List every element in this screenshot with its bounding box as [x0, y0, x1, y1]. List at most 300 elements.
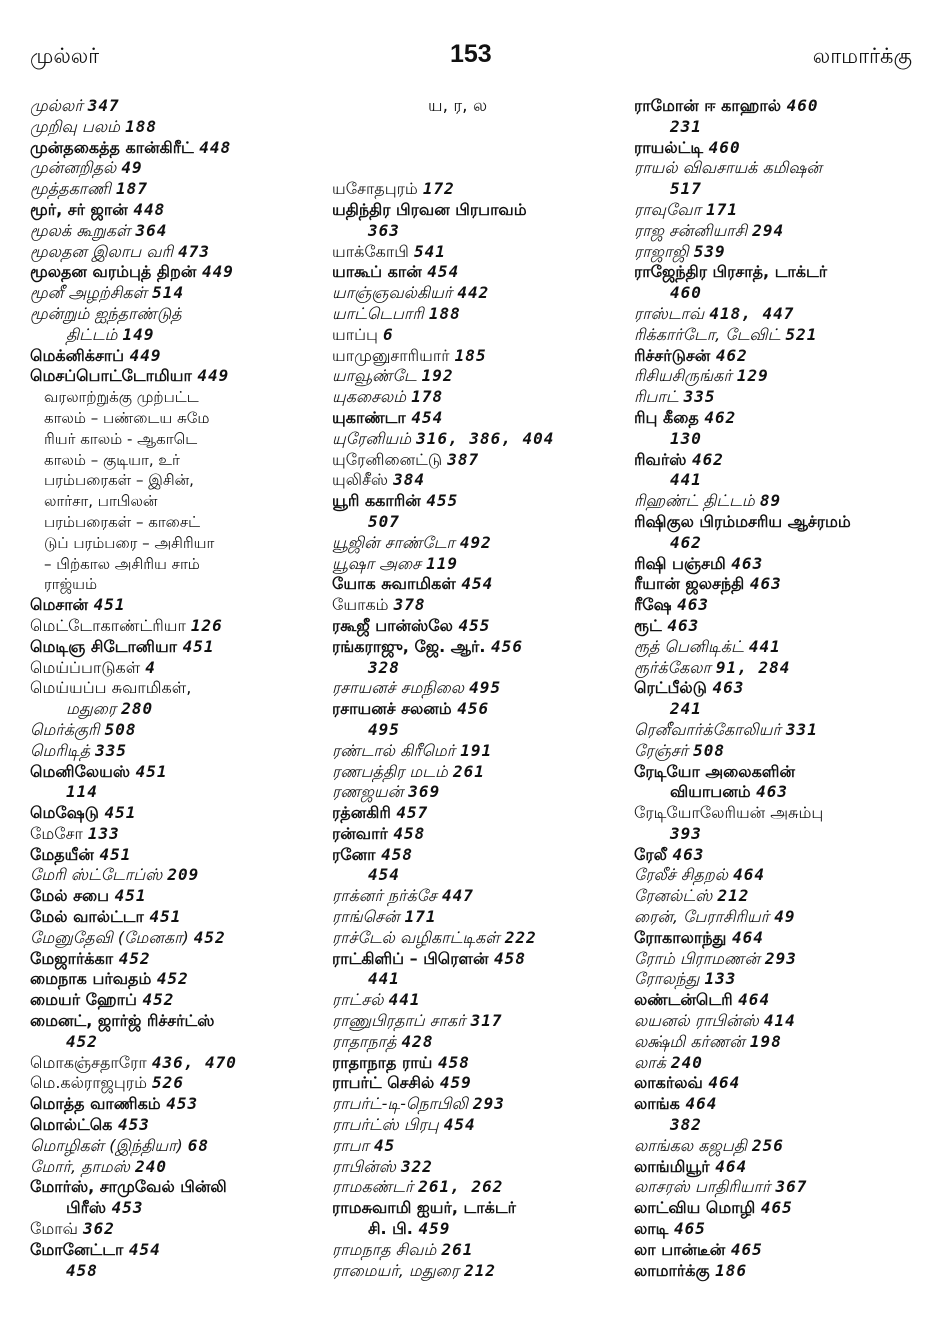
entry-term: ராக்னர் நர்க்சே	[332, 886, 437, 906]
index-entry	[634, 387, 934, 408]
index-entry	[30, 283, 330, 304]
entry-term: மூத்தகாணி	[30, 179, 111, 199]
entry-term: லாங்மியூர்	[634, 1156, 710, 1176]
entry-page-ref: 464	[738, 990, 771, 1010]
entry-page-ref: 6	[382, 324, 394, 344]
entry-page-ref: 451	[114, 886, 147, 906]
entry-page-ref: 240	[135, 1156, 167, 1176]
index-entry	[634, 1219, 934, 1240]
index-entry	[332, 221, 632, 242]
index-entry	[332, 1261, 632, 1282]
entry-term: ரீயான் ஜலசந்தி	[634, 574, 745, 594]
entry-term: லக்ஷ்மி கர்ணன்	[634, 1031, 745, 1051]
index-entry	[332, 595, 632, 616]
entry-term: லாசரஸ் பாதிரியார்	[634, 1177, 771, 1197]
entry-term: மூலதன இலாப வரி	[30, 241, 174, 261]
entry-page-ref: 89	[759, 491, 782, 511]
entry-term: யுகசைலம்	[332, 387, 407, 407]
entry-page-ref: 495	[368, 719, 400, 739]
index-entry	[30, 637, 330, 658]
index-entry	[30, 720, 330, 741]
entry-term: மெக்னிக்சாப்	[30, 345, 125, 365]
index-entry	[634, 845, 934, 866]
index-entry	[30, 658, 330, 679]
entry-page-ref: 454	[443, 1115, 476, 1135]
entry-term: மேரி ஸ்ட்டோப்ஸ்	[30, 865, 163, 885]
entry-page-ref: 464	[733, 865, 765, 885]
entry-term: ரோகாலாந்து	[634, 927, 727, 947]
index-entry	[634, 346, 934, 367]
entry-term: ய, ர, ல	[428, 96, 488, 116]
entry-term: ராபின்ஸ்	[332, 1156, 396, 1176]
entry-page-ref: 539	[693, 241, 726, 261]
entry-page-ref: 428	[401, 1031, 434, 1051]
index-entry	[634, 1261, 934, 1282]
entry-term: காலம் – பண்டைய சுமே	[44, 408, 210, 427]
index-entry	[332, 1157, 632, 1178]
index-entry	[332, 533, 632, 554]
entry-term: பிரீஸ்	[66, 1198, 107, 1218]
index-entry	[30, 262, 330, 283]
index-entry	[332, 886, 632, 907]
index-entry	[332, 699, 632, 720]
entry-term: ராட்சல்	[332, 990, 384, 1010]
entry-page-ref: 463	[677, 595, 710, 615]
entry-term: பரம்பரைகள் – காசைட்	[44, 512, 201, 531]
index-entry	[30, 865, 330, 886]
entry-term: ராஜாஜி	[634, 241, 689, 261]
entry-term: ரூத் பெனிடிக்ட்	[634, 636, 744, 656]
entry-page-ref: 231	[670, 116, 702, 136]
entry-term: ராபர்ட்ஸ் பிரபு	[332, 1115, 439, 1135]
section-heading	[332, 96, 632, 117]
entry-page-ref: 458	[393, 823, 426, 843]
entry-term: மோர், தாமஸ்	[30, 1156, 130, 1176]
entry-page-ref: 91, 284	[715, 657, 791, 677]
index-entry	[332, 928, 632, 949]
entry-term: ரன்வார்	[332, 823, 388, 843]
index-entry	[30, 1032, 330, 1053]
entry-term: மெரிடித்	[30, 740, 90, 760]
index-entry	[30, 907, 330, 928]
entry-page-ref: 378	[393, 595, 426, 615]
entry-page-ref: 463	[672, 844, 705, 864]
entry-term: லயனல் ராபின்ஸ்	[634, 1011, 759, 1031]
index-entry	[30, 325, 330, 346]
index-entry	[634, 990, 934, 1011]
index-entry	[332, 1115, 632, 1136]
entry-page-ref: 133	[704, 969, 737, 989]
entry-page-ref: 458	[66, 1260, 98, 1280]
index-entry	[30, 699, 330, 720]
index-entry	[332, 782, 632, 803]
index-entry	[332, 200, 632, 221]
index-entry	[30, 179, 330, 200]
entry-term: முன்தகைத்த கான்கிரீட்	[30, 137, 194, 157]
entry-term: மொத்த வாணிகம்	[30, 1094, 161, 1114]
index-entry	[634, 366, 934, 387]
index-entry	[634, 450, 934, 471]
index-entry	[332, 262, 632, 283]
index-entry	[634, 470, 934, 491]
entry-page-ref: 462	[715, 345, 748, 365]
entry-page-ref: 448	[199, 137, 232, 157]
index-entry	[30, 886, 330, 907]
entry-term: மெசப்பொட்டோமியா	[30, 366, 192, 386]
entry-page-ref: 68	[187, 1135, 210, 1155]
entry-page-ref: 462	[670, 532, 702, 552]
entry-term: ராச்டேல் வழிகாட்டிகள்	[332, 927, 500, 947]
entry-term: ராவுவோ	[634, 199, 701, 219]
entry-page-ref: 451	[99, 844, 132, 864]
entry-term: மைனட், ஜார்ஜ் ரிச்சர்ட்ஸ்	[30, 1011, 215, 1031]
index-entry	[332, 637, 632, 658]
index-entry	[332, 803, 632, 824]
entry-page-ref: 387	[447, 449, 480, 469]
entry-term: மெஷேடு	[30, 803, 99, 823]
entry-page-ref: 331	[785, 719, 818, 739]
index-entry	[30, 741, 330, 762]
index-entry	[634, 741, 934, 762]
entry-page-ref: 465	[673, 1219, 706, 1239]
index-entry	[634, 824, 934, 845]
index-entry	[634, 1198, 934, 1219]
index-entry	[634, 1157, 934, 1178]
entry-term: ரூர்க்கேலா	[634, 657, 711, 677]
page-header	[30, 40, 912, 78]
entry-term: ரணபத்திர மடம்	[332, 761, 448, 781]
spacer	[332, 138, 632, 159]
entry-page-ref: 240	[670, 1052, 703, 1072]
entry-term: திட்டம்	[66, 324, 118, 344]
entry-term: மெர்க்குரி	[30, 719, 100, 739]
index-entry	[332, 1198, 632, 1219]
index-entry	[30, 1157, 330, 1178]
index-entry	[30, 200, 330, 221]
entry-term: மேசோ	[30, 823, 83, 843]
entry-page-ref: 171	[706, 199, 738, 219]
index-entry	[634, 762, 934, 783]
index-entry	[332, 1053, 632, 1074]
index-entry	[634, 408, 934, 429]
entry-term: மூனீ அழற்சிகள்	[30, 283, 148, 303]
index-entry	[332, 491, 632, 512]
entry-term: ரேடியோலேரியன் அசும்பு	[634, 803, 824, 823]
index-entry	[332, 845, 632, 866]
entry-page-ref: 462	[704, 407, 737, 427]
index-entry	[332, 1240, 632, 1261]
index-entry	[332, 1032, 632, 1053]
entry-page-ref: 514	[152, 283, 185, 303]
index-entry	[30, 845, 330, 866]
entry-term: மேல் சபை	[30, 886, 109, 906]
entry-term: ராமநாத சிவம்	[332, 1239, 437, 1259]
entry-term: காலம் – குடியா, உர்	[44, 450, 180, 469]
entry-page-ref: 212	[717, 886, 750, 906]
entry-page-ref: 171	[404, 907, 437, 927]
entry-page-ref: 335	[683, 387, 716, 407]
index-entry	[30, 387, 330, 408]
index-entry	[332, 990, 632, 1011]
index-entry	[332, 762, 632, 783]
index-entry	[30, 1094, 330, 1115]
index-entry	[332, 366, 632, 387]
entry-term: மெ.கல்ராஜபுரம்	[30, 1073, 147, 1093]
entry-term: லாகர்லவ்	[634, 1073, 703, 1093]
index-entry	[30, 408, 330, 429]
running-head-left: முல்லர்	[30, 44, 100, 68]
entry-page-ref: 449	[129, 345, 162, 365]
entry-term: ரியர் காலம் - ஆகாடெ	[44, 429, 198, 448]
entry-page-ref: 541	[413, 241, 446, 261]
index-entry	[634, 1177, 934, 1198]
entry-term: ராஜேந்திர பிரசாத், டாக்டர்	[634, 262, 828, 282]
entry-page-ref: 453	[166, 1094, 199, 1114]
entry-term: ரிஹண்ட் திட்டம்	[634, 491, 755, 511]
entry-page-ref: 49	[774, 907, 796, 927]
index-entry	[30, 616, 330, 637]
index-entry	[332, 429, 632, 450]
entry-page-ref: 451	[104, 803, 137, 823]
entry-page-ref: 454	[427, 262, 460, 282]
entry-page-ref: 261	[453, 761, 485, 781]
index-entry	[634, 533, 934, 554]
entry-page-ref: 508	[693, 740, 726, 760]
entry-page-ref: 382	[670, 1115, 702, 1135]
entry-term: மூன்றும் ஐந்தாண்டுத்	[30, 303, 182, 323]
index-entry	[634, 1011, 934, 1032]
entry-page-ref: 441	[368, 969, 400, 989]
index-entry	[634, 949, 934, 970]
entry-term: மெனிலேயஸ்	[30, 761, 131, 781]
entry-term: மெய்யப்ப சுவாமிகள்,	[30, 678, 192, 698]
entry-term: யாக்கோபி	[332, 241, 409, 261]
entry-term: மூலக் கூறுகள்	[30, 220, 131, 240]
index-entry	[634, 242, 934, 263]
index-entry	[30, 450, 330, 471]
entry-page-ref: 452	[118, 948, 151, 968]
entry-page-ref: 452	[193, 927, 226, 947]
entry-term: ரசாயனச் சலனம்	[332, 699, 452, 719]
entry-term: மேல் வால்ட்டா	[30, 907, 144, 927]
index-entry	[30, 491, 330, 512]
entry-term: டுப் பரம்பரை – அசிரியா	[44, 533, 215, 552]
entry-page-ref: 328	[368, 657, 400, 677]
index-entry	[30, 158, 330, 179]
entry-term: ராபர்ட்-டி-நொபிலி	[332, 1094, 468, 1114]
entry-page-ref: 464	[708, 1073, 741, 1093]
entry-page-ref: 441	[670, 470, 702, 490]
entry-term: யுலிசீஸ்	[332, 470, 389, 490]
entry-term: யாஞ்ஞவல்கியர்	[332, 283, 453, 303]
entry-page-ref: 261, 262	[418, 1177, 504, 1197]
entry-page-ref: 453	[111, 1198, 144, 1218]
index-entry	[30, 824, 330, 845]
entry-page-ref: 451	[149, 907, 182, 927]
entry-page-ref: 317	[470, 1011, 503, 1031]
index-entry	[332, 283, 632, 304]
index-entry	[634, 1136, 934, 1157]
entry-page-ref: 463	[712, 678, 745, 698]
entry-term: மோனேட்டா	[30, 1239, 124, 1259]
index-entry	[332, 616, 632, 637]
index-entry	[30, 595, 330, 616]
entry-term: ரசாயனச் சமநிலை	[332, 678, 465, 698]
index-entry	[634, 179, 934, 200]
entry-page-ref: 459	[418, 1219, 451, 1239]
entry-term: ரீஷே	[634, 595, 672, 615]
entry-page-ref: 442	[457, 283, 490, 303]
entry-term: ரிஷி பஞ்சமி	[634, 553, 726, 573]
index-entry	[332, 1177, 632, 1198]
entry-term: யோகம்	[332, 595, 389, 615]
index-entry	[634, 1240, 934, 1261]
entry-term: ராயல்ட்டி	[634, 137, 704, 157]
entry-term: முன்னறிதல்	[30, 158, 117, 178]
index-entry	[30, 533, 330, 554]
index-entry	[332, 678, 632, 699]
entry-page-ref: 188	[125, 116, 157, 136]
index-entry	[634, 96, 934, 117]
entry-page-ref: 449	[201, 262, 234, 282]
entry-term: ரணஜயன்	[332, 782, 404, 802]
index-entry	[634, 928, 934, 949]
entry-term: ராமகண்டர்	[332, 1177, 414, 1197]
entry-page-ref: 451	[93, 595, 126, 615]
index-entry	[30, 803, 330, 824]
index-entry	[634, 637, 934, 658]
entry-term: யாகூப் கான்	[332, 262, 422, 282]
entry-term: யசோதபுரம்	[332, 179, 418, 199]
entry-page-ref: 222	[504, 927, 537, 947]
entry-page-ref: 455	[426, 491, 459, 511]
entry-term: லாங்கல கஜபதி	[634, 1135, 747, 1155]
index-entry	[30, 678, 330, 699]
entry-page-ref: 393	[670, 823, 702, 843]
entry-page-ref: 465	[760, 1198, 793, 1218]
index-entry	[634, 1073, 934, 1094]
entry-page-ref: 126	[190, 615, 223, 635]
index-entry	[634, 117, 934, 138]
entry-term: ரெனீவார்க்கோலியர்	[634, 719, 781, 739]
index-entry	[634, 512, 934, 533]
entry-page-ref: 149	[122, 324, 155, 344]
entry-page-ref: 456	[491, 636, 523, 656]
entry-page-ref: 130	[670, 428, 702, 448]
entry-page-ref: 507	[368, 511, 400, 531]
index-entry	[30, 1177, 330, 1198]
entry-page-ref: 198	[749, 1031, 782, 1051]
entry-term: ரிவர்ஸ்	[634, 449, 687, 469]
index-entry	[634, 595, 934, 616]
entry-page-ref: 241	[670, 699, 702, 719]
index-entry	[634, 554, 934, 575]
entry-page-ref: 261	[441, 1239, 474, 1259]
entry-page-ref: 454	[461, 574, 494, 594]
entry-term: ரேடியோ அலைகளின்	[634, 761, 796, 781]
entry-term: ராட்கிளிப் – பிரௌன்	[332, 948, 489, 968]
entry-page-ref: 45	[373, 1135, 396, 1155]
index-entry	[332, 907, 632, 928]
entry-term: ரிக்கார்டோ, டேவிட்	[634, 324, 781, 344]
index-entry	[30, 949, 330, 970]
entry-term: லாடி	[634, 1219, 669, 1239]
entry-term: முல்லர்	[30, 96, 83, 115]
entry-page-ref: 441	[388, 990, 421, 1010]
entry-term: மோவ்	[30, 1219, 78, 1239]
entry-term: ராஜ்யம்	[44, 575, 98, 594]
entry-page-ref: 459	[439, 1073, 472, 1093]
entry-page-ref: 185	[454, 345, 487, 365]
entry-term: ரேஞ்சர்	[634, 740, 689, 760]
entry-page-ref: 457	[396, 803, 429, 823]
entry-term: ரேனல்ட்ஸ்	[634, 886, 713, 906]
entry-term: மேதயீன்	[30, 844, 94, 864]
index-entry	[30, 470, 330, 491]
entry-page-ref: 186	[715, 1260, 748, 1280]
index-entry	[634, 200, 934, 221]
entry-page-ref: 458	[494, 948, 526, 968]
index-entry	[332, 741, 632, 762]
entry-term: மையர் ஹோப்	[30, 990, 137, 1010]
index-entry	[634, 678, 934, 699]
entry-term: ராமோன் ஈ காஹால்	[634, 96, 781, 115]
entry-term: யூஷா அசை	[332, 553, 421, 573]
entry-term: ரிச்சர்டுசன்	[634, 345, 711, 365]
entry-term: ரேலீ	[634, 844, 667, 864]
index-entry	[634, 1094, 934, 1115]
entry-term: யுகாண்டா	[332, 407, 406, 427]
index-entry	[30, 574, 330, 595]
index-entry	[634, 720, 934, 741]
index-entry	[30, 96, 330, 117]
entry-page-ref: 322	[401, 1156, 433, 1176]
index-entry	[332, 325, 632, 346]
index-entry	[634, 221, 934, 242]
index-entry	[634, 138, 934, 159]
index-entry	[30, 554, 330, 575]
entry-term: யூஜின் சாண்டோ	[332, 532, 455, 552]
index-entry	[30, 1198, 330, 1219]
entry-term: லண்டன்டெரி	[634, 990, 733, 1010]
entry-page-ref: 453	[117, 1115, 150, 1135]
index-entry	[30, 366, 330, 387]
spacer	[332, 117, 632, 138]
entry-page-ref: 293	[765, 948, 797, 968]
index-entry	[634, 658, 934, 679]
index-entry	[30, 1240, 330, 1261]
index-entry	[634, 1115, 934, 1136]
entry-page-ref: 335	[95, 740, 127, 760]
entry-page-ref: 294	[752, 220, 785, 240]
entry-page-ref: 458	[381, 844, 413, 864]
entry-term: யாட்டெபாரி	[332, 303, 424, 323]
index-entry	[634, 803, 934, 824]
index-entry	[332, 865, 632, 886]
entry-term: ராதாநாத்	[332, 1031, 397, 1051]
entry-page-ref: 517	[670, 179, 702, 199]
entry-page-ref: 463	[667, 615, 700, 635]
entry-page-ref: 473	[178, 241, 211, 261]
entry-page-ref: 172	[422, 179, 455, 199]
entry-page-ref: 463	[749, 574, 782, 594]
entry-term: முறிவு பலம்	[30, 116, 120, 136]
entry-term: யாவூண்டே	[332, 366, 417, 386]
index-entry	[634, 262, 934, 283]
entry-term: ரிபு கீதை	[634, 407, 699, 427]
entry-term: ராபர்ட் செசில்	[332, 1073, 435, 1093]
entry-page-ref: 191	[460, 740, 493, 760]
